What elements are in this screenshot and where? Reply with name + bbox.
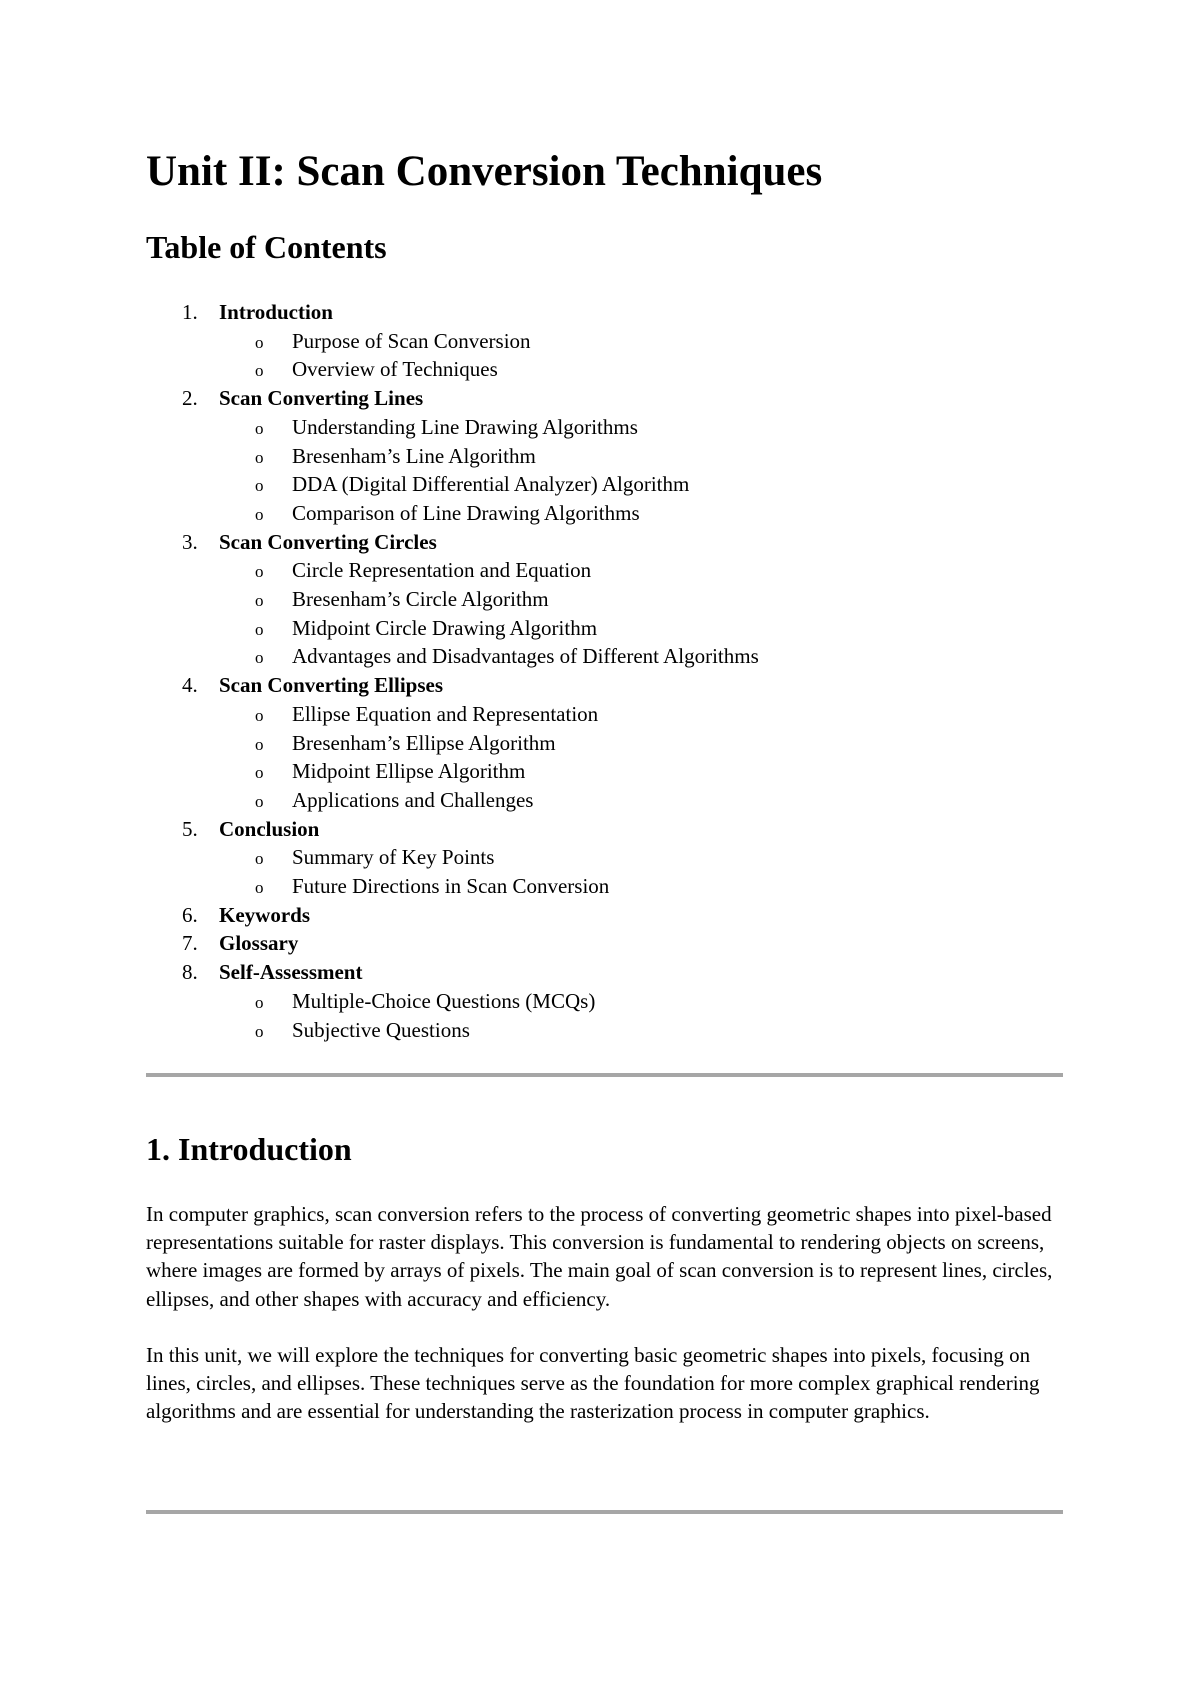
- toc-subitem-label: Purpose of Scan Conversion: [292, 328, 531, 353]
- bullet-icon: o: [255, 992, 264, 1012]
- horizontal-divider: [146, 1510, 1063, 1514]
- toc-sublist: [219, 327, 759, 384]
- toc-subitem: [219, 499, 759, 528]
- toc-number: 7.: [182, 931, 198, 956]
- toc-subitem: [219, 556, 759, 585]
- toc-subitem: [219, 355, 759, 384]
- toc-item: [146, 958, 759, 1044]
- toc-subitem-label: Ellipse Equation and Representation: [292, 701, 599, 726]
- bullet-icon: o: [255, 361, 264, 381]
- toc-subitem: [219, 700, 759, 729]
- toc-subitem: [219, 614, 759, 643]
- toc-sublist: [219, 843, 759, 900]
- bullet-icon: o: [255, 705, 264, 725]
- toc-subitem-label: Overview of Techniques: [292, 357, 498, 382]
- toc-subitem-label: Comparison of Line Drawing Algorithms: [292, 500, 640, 525]
- document-title: Unit II: Scan Conversion Techniques: [146, 148, 823, 195]
- toc-sublist: [219, 413, 759, 528]
- toc-subitem-label: Applications and Challenges: [292, 787, 534, 812]
- bullet-icon: o: [255, 562, 264, 582]
- toc-subitem: [219, 729, 759, 758]
- bullet-icon: o: [255, 849, 264, 869]
- toc-subitem: [219, 470, 759, 499]
- toc-label: Glossary: [219, 931, 299, 956]
- toc-sublist: [219, 987, 759, 1044]
- toc-subitem-label: Advantages and Disadvantages of Different Algorithms: [292, 644, 759, 669]
- toc-label: Scan Converting Circles: [219, 529, 437, 554]
- toc-subitem-label: DDA (Digital Differential Analyzer) Algorithm: [292, 472, 690, 497]
- toc-subitem-label: Summary of Key Points: [292, 845, 495, 870]
- horizontal-divider: [146, 1073, 1063, 1077]
- toc-subitem: [219, 585, 759, 614]
- toc-item: [146, 929, 759, 958]
- bullet-icon: o: [255, 734, 264, 754]
- bullet-icon: o: [255, 648, 264, 668]
- toc-subitem-label: Midpoint Circle Drawing Algorithm: [292, 615, 598, 640]
- toc-item: [146, 384, 759, 528]
- toc-subitem-label: Multiple-Choice Questions (MCQs): [292, 988, 596, 1013]
- section-body: [146, 1200, 1068, 1453]
- bullet-icon: o: [255, 763, 264, 783]
- toc-sublist: [219, 700, 759, 815]
- toc-subitem-label: Future Directions in Scan Conversion: [292, 874, 610, 899]
- toc-subitem-label: Bresenham’s Ellipse Algorithm: [292, 730, 556, 755]
- toc-subitem: [219, 642, 759, 671]
- bullet-icon: o: [255, 332, 264, 352]
- toc-subitem-label: Bresenham’s Line Algorithm: [292, 443, 536, 468]
- toc-item: [146, 815, 759, 901]
- toc-sublist: [219, 556, 759, 671]
- toc-number: 6.: [182, 902, 198, 927]
- bullet-icon: o: [255, 791, 264, 811]
- toc-subitem: [219, 442, 759, 471]
- toc-subitem: [219, 757, 759, 786]
- bullet-icon: o: [255, 476, 264, 496]
- toc-subitem: [219, 1016, 759, 1045]
- toc-subitem-label: Circle Representation and Equation: [292, 558, 592, 583]
- paragraph: In this unit, we will explore the techniques for converting basic geometric shapes into pixels, focusing on lines, circles, and ellipses. These techniques serve as the foundation for more complex graphical rendering algorithms and are essential for understanding the rasterization process in computer graphics.: [146, 1342, 1040, 1424]
- toc-label: Introduction: [219, 300, 333, 324]
- toc-item: [146, 901, 759, 930]
- toc-number: 2.: [182, 386, 198, 411]
- toc-number: 3.: [182, 529, 198, 554]
- section-heading: 1. Introduction: [146, 1131, 352, 1167]
- toc-subitem: [219, 327, 759, 356]
- toc-number: 8.: [182, 960, 198, 985]
- toc-subitem: [219, 786, 759, 815]
- bullet-icon: o: [255, 1021, 264, 1041]
- toc-item: [146, 528, 759, 672]
- toc-subitem-label: Subjective Questions: [292, 1017, 470, 1042]
- toc-item: [146, 298, 759, 384]
- toc-subitem: [219, 843, 759, 872]
- toc-number: 1.: [182, 300, 198, 324]
- bullet-icon: o: [255, 878, 264, 898]
- bullet-icon: o: [255, 591, 264, 611]
- bullet-icon: o: [255, 447, 264, 467]
- toc-subitem: [219, 413, 759, 442]
- toc-heading: Table of Contents: [146, 229, 387, 265]
- paragraph: In computer graphics, scan conversion refers to the process of converting geometric shapes into pixel-based representations suitable for raster displays. This conversion is fundamental to rendering objects on screens, where images are formed by arrays of pixels. The main goal of scan conversion is to represent lines, circles, ellipses, and other shapes with accuracy and efficiency.: [146, 1202, 1053, 1311]
- toc-subitem-label: Bresenham’s Circle Algorithm: [292, 587, 549, 612]
- toc-subitem-label: Midpoint Ellipse Algorithm: [292, 759, 526, 784]
- bullet-icon: o: [255, 504, 264, 524]
- toc-subitem-label: Understanding Line Drawing Algorithms: [292, 414, 638, 439]
- bullet-icon: o: [255, 418, 264, 438]
- toc-label: Scan Converting Ellipses: [219, 673, 444, 698]
- toc-item: [146, 671, 759, 815]
- toc-number: 5.: [182, 816, 198, 841]
- toc-label: Scan Converting Lines: [219, 386, 424, 411]
- toc-number: 4.: [182, 673, 198, 698]
- toc-subitem: [219, 987, 759, 1016]
- toc-label: Self-Assessment: [219, 960, 363, 985]
- table-of-contents: [146, 298, 759, 1044]
- toc-label: Conclusion: [219, 816, 320, 841]
- toc-subitem: [219, 872, 759, 901]
- bullet-icon: o: [255, 619, 264, 639]
- toc-label: Keywords: [219, 902, 310, 927]
